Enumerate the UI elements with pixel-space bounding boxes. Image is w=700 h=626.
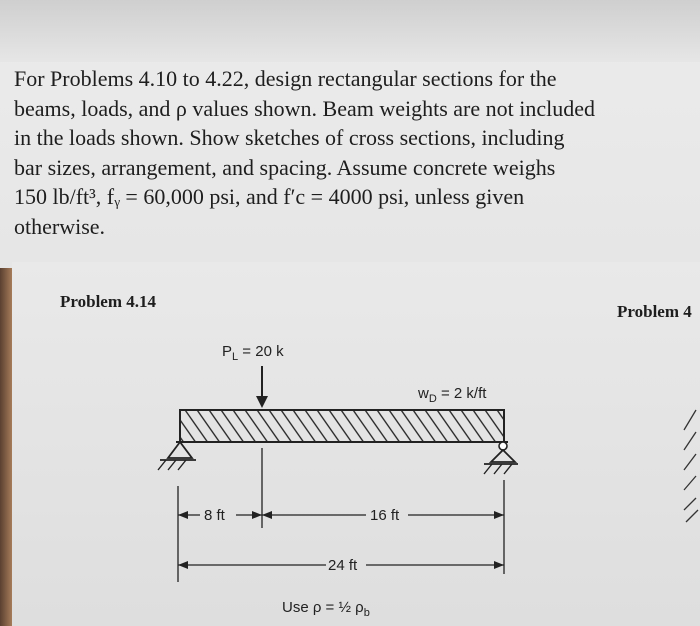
problem-next-title: Problem 4 <box>617 302 692 321</box>
point-load-arrowhead <box>256 396 268 408</box>
instructions-line-4: bar sizes, arrangement, and spacing. Assume concrete weighs <box>14 154 556 180</box>
instructions-line-2: beams, loads, and ρ values shown. Beam weights are not included <box>14 95 596 121</box>
dim-16ft-label: 16 ft <box>370 507 400 524</box>
ratio-label: Use ρ = ½ $\rho_b$ <box>282 599 370 619</box>
point-load-label: $P_L = 20$ k <box>222 343 284 363</box>
problem-4-14-title: Problem 4.14 <box>60 292 157 311</box>
instructions-line-5: 150 lb/ft³, fᵧ = 60,000 psi, and f′c = 4000 psi, unless given <box>14 184 525 209</box>
pin-support-left <box>158 442 196 470</box>
instructions-line-1: For Problems 4.10 to 4.22, design rectangular sections for the <box>14 66 557 91</box>
roller-support-right <box>484 442 518 474</box>
dim-24ft-label: 24 ft <box>328 557 358 574</box>
beam-hatched <box>180 410 504 442</box>
next-figure-fragment <box>684 410 698 522</box>
distributed-load-label: $w_D = 2$ k/ft <box>418 385 487 405</box>
instructions-line-6: otherwise. <box>14 213 106 239</box>
instructions-line-3: in the loads shown. Show sketches of cross sections, including <box>14 125 565 150</box>
dim-8ft-label: 8 ft <box>204 507 225 524</box>
